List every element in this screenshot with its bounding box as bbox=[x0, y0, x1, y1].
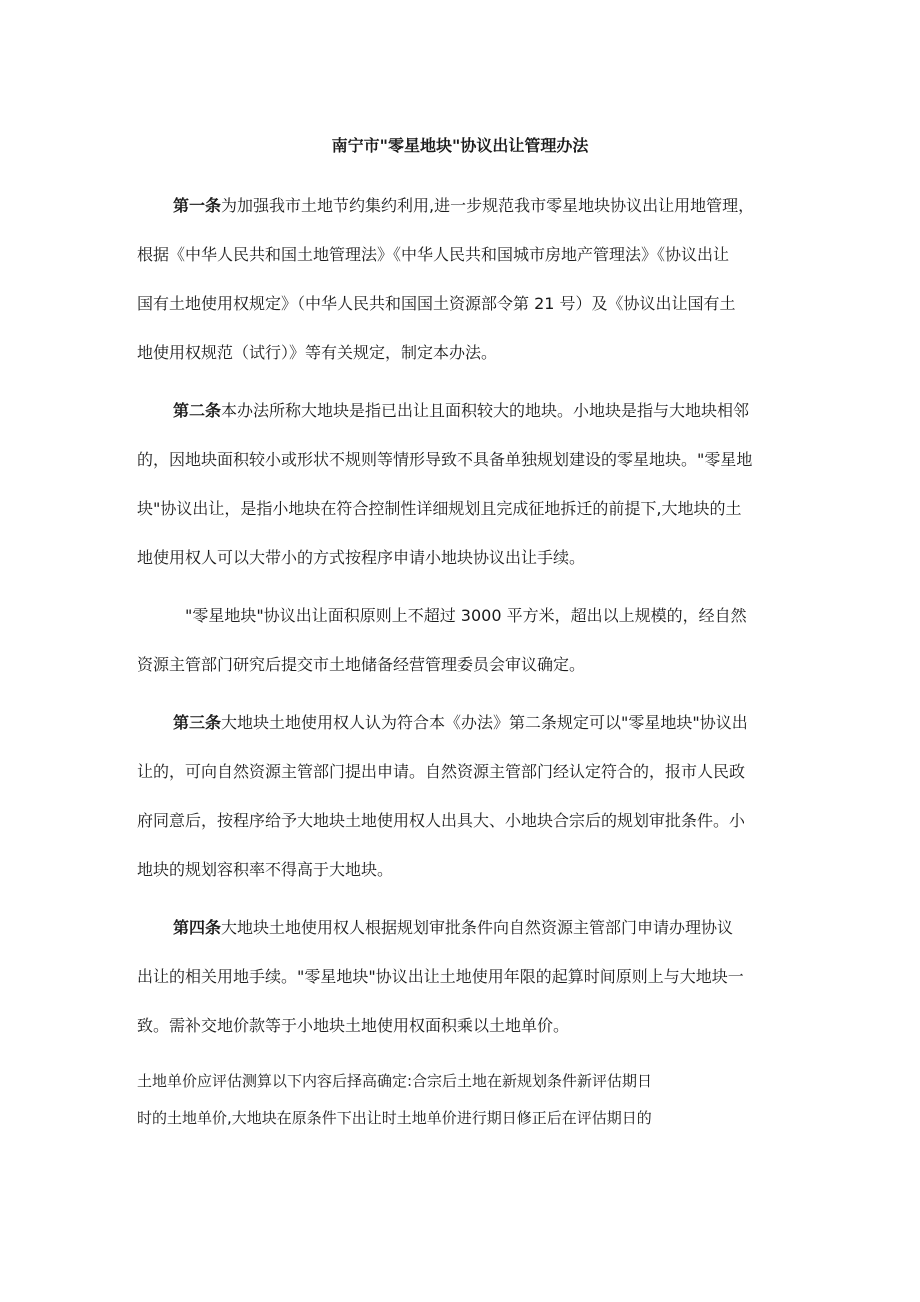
article-1-label: 第一条 bbox=[173, 196, 222, 215]
area-paragraph-line-2: 资源主管部门研究后提交市土地储备经营管理委员会审议确定。 bbox=[137, 655, 586, 674]
article-4-line-3: 致。需补交地价款等于小地块土地使用权面积乘以土地单价。 bbox=[137, 1016, 570, 1035]
article-3-line-4: 地块的规划容积率不得高于大地块。 bbox=[137, 860, 394, 879]
article-1-line-3: 国有土地使用权规定》（中华人民共和国国土资源部令第 21 号）及《协议出让国有土 bbox=[137, 294, 736, 313]
article-3-line-3: 府同意后，按程序给予大地块土地使用权人出具大、小地块合宗后的规划审批条件。小 bbox=[137, 811, 746, 830]
article-3-line-2: 让的，可向自然资源主管部门提出申请。自然资源主管部门经认定符合的，报市人民政 bbox=[137, 762, 746, 781]
document-title: 南宁市"零星地块"协议出让管理办法 bbox=[331, 136, 589, 155]
article-2-line-3: 块"协议出让，是指小地块在符合控制性详细规划且完成征地拆迁的前提下,大地块的土 bbox=[137, 499, 742, 518]
area-paragraph-line-1: "零星地块"协议出让面积原则上不超过 3000 平方米，超出以上规模的，经自然 bbox=[185, 606, 747, 625]
article-2-line-2: 的，因地块面积较小或形状不规则等情形导致不具备单独规划建设的零星地块。"零星地 bbox=[137, 450, 753, 469]
article-2-line-4: 地使用权人可以大带小的方式按程序申请小地块协议出让手续。 bbox=[137, 548, 586, 567]
price-paragraph-line-2: 时的土地单价,大地块在原条件下出让时土地单价进行期日修正后在评估期日的 bbox=[137, 1109, 652, 1127]
article-4-label: 第四条 bbox=[173, 918, 222, 937]
price-paragraph-line-1: 土地单价应评估测算以下内容后择高确定:合宗后土地在新规划条件新评估期日 bbox=[137, 1072, 653, 1090]
article-4-line-2: 出让的相关用地手续。"零星地块"协议出让土地使用年限的起算时间原则上与大地块一 bbox=[137, 967, 744, 986]
article-2-label: 第二条 bbox=[173, 401, 222, 420]
article-1-line-4: 地使用权规范（试行）》等有关规定，制定本办法。 bbox=[137, 343, 498, 362]
article-4-line-1: 第四条大地块土地使用权人根据规划审批条件向自然资源主管部门申请办理协议 bbox=[173, 918, 734, 937]
article-1-line-1: 第一条为加强我市土地节约集约利用,进一步规范我市零星地块协议出让用地管理， bbox=[173, 196, 755, 215]
article-3-label: 第三条 bbox=[173, 713, 222, 732]
article-1-line-2: 根据《中华人民共和国土地管理法》《中华人民共和国城市房地产管理法》《协议出让 bbox=[137, 245, 730, 264]
article-2-line-1: 第二条本办法所称大地块是指已出让且面积较大的地块。小地块是指与大地块相邻 bbox=[173, 401, 750, 420]
article-3-line-1: 第三条大地块土地使用权人认为符合本《办法》第二条规定可以"零星地块"协议出 bbox=[173, 713, 748, 732]
